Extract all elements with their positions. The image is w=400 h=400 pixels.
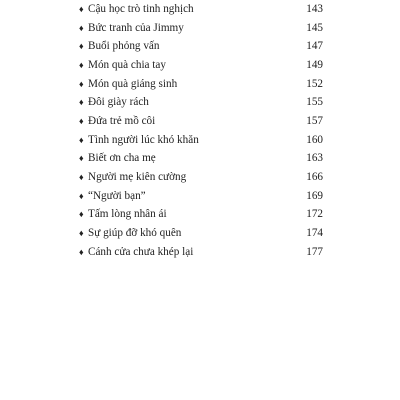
toc-entry (79, 112, 323, 131)
toc-entry (79, 131, 323, 150)
toc-entry (79, 149, 323, 168)
toc-entry (79, 187, 323, 206)
toc-entry-page-number: 166 (306, 171, 323, 183)
toc-entry-title: Đứa trẻ mồ côi (88, 114, 156, 127)
toc-entry-page-number: 152 (306, 77, 323, 90)
toc-entry-page-number: 149 (306, 58, 323, 71)
toc-entry-title: Tình người lúc khó khăn (88, 133, 199, 146)
diamond-bullet-icon: ♦ (79, 209, 84, 220)
diamond-bullet-icon: ♦ (79, 172, 84, 182)
diamond-bullet-icon: ♦ (79, 41, 84, 52)
diamond-bullet-icon: ♦ (79, 97, 84, 108)
toc-entry-title: Món quà giáng sinh (88, 77, 178, 90)
toc-entry-title: Cánh cửa chưa khép lại (88, 245, 194, 258)
toc-entry-page-number: 157 (306, 114, 323, 127)
diamond-bullet-icon: ♦ (79, 115, 84, 126)
toc-entry-page-number: 169 (306, 189, 323, 202)
toc-entry-page-number: 172 (306, 208, 323, 221)
table-of-contents (79, 0, 323, 261)
toc-entry (79, 168, 323, 187)
toc-entry (79, 0, 323, 19)
toc-entry-page-number: 163 (306, 152, 323, 165)
toc-entry-title: Biết ơn cha mẹ (88, 152, 156, 165)
diamond-bullet-icon: ♦ (79, 134, 84, 145)
toc-entry-page-number: 145 (306, 21, 323, 34)
diamond-bullet-icon: ♦ (79, 22, 84, 33)
diamond-bullet-icon: ♦ (79, 78, 84, 89)
toc-entry-page-number: 174 (306, 227, 323, 240)
toc-entry-title: Buổi phỏng vấn (88, 40, 160, 53)
diamond-bullet-icon: ♦ (79, 228, 84, 239)
diamond-bullet-icon: ♦ (79, 153, 84, 164)
toc-entry-page-number: 143 (306, 2, 323, 15)
toc-entry-title: Sự giúp đỡ khó quên (88, 227, 182, 240)
toc-entry (79, 75, 323, 94)
diamond-bullet-icon: ♦ (79, 59, 84, 70)
toc-entry-title: Tấm lòng nhân ái (88, 208, 167, 221)
toc-entry-title: Món quà chia tay (88, 58, 166, 71)
toc-entry-title: Bức tranh của Jimmy (88, 21, 184, 34)
toc-entry (79, 93, 323, 112)
diamond-bullet-icon: ♦ (79, 190, 84, 201)
toc-entry-page-number: 177 (306, 245, 323, 258)
toc-entry (79, 19, 323, 38)
toc-entry-title: Người mẹ kiên cường (88, 171, 187, 183)
toc-entry-page-number: 155 (306, 96, 323, 109)
diamond-bullet-icon: ♦ (79, 246, 84, 257)
toc-entry (79, 224, 323, 243)
toc-entry-title: “Người bạn” (88, 189, 146, 202)
toc-entry-title: Cậu học trò tinh nghịch (88, 2, 194, 15)
toc-entry-title: Đôi giày rách (88, 96, 149, 109)
toc-entry-page-number: 160 (306, 133, 323, 146)
diamond-bullet-icon: ♦ (79, 3, 84, 14)
toc-entry (79, 205, 323, 224)
toc-entry (79, 243, 323, 262)
toc-entry (79, 56, 323, 75)
toc-entry (79, 37, 323, 56)
toc-entry-page-number: 147 (306, 40, 323, 53)
